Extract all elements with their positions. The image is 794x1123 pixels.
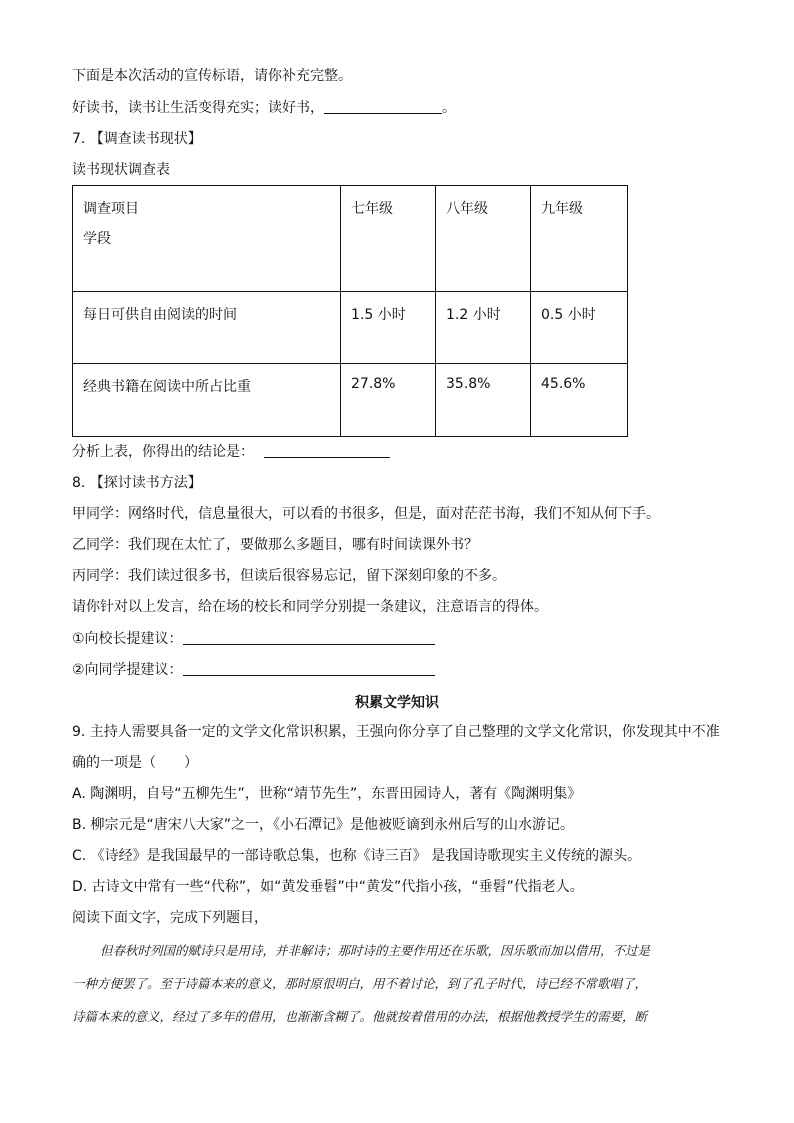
q9-option-d[interactable]: D. 古诗文中常有一些“代称”，如“黄发垂髫”中“黄发”代指小孩，“垂髫”代指老人。 — [72, 879, 584, 895]
slogan-blank[interactable] — [324, 99, 442, 114]
q8-suggestion-1 — [72, 629, 435, 649]
slogan-text: 好读书，读书让生活变得充实；读好书， — [72, 100, 324, 116]
grade-8: 八年级 — [436, 186, 531, 292]
q9-option-a[interactable]: A. 陶渊明，自号“五柳先生”，世称“靖节先生”，东晋田园诗人，著有《陶渊明集》 — [72, 786, 582, 802]
passage-line: 诗篇本来的意义，经过了多年的借用，也渐渐含糊了。他就按着借用的办法，根据他教授学生的需要，断 — [72, 1009, 648, 1024]
q8-student-a: 甲同学：网络时代，信息量很大，可以看的书很多，但是，面对茫茫书海，我们不知从何下手。 — [72, 506, 660, 522]
passage-line: 但春秋时列国的赋诗只是用诗，并非解诗；那时诗的主要作用还在乐歌，因乐歌而加以借用，不过是 — [100, 943, 651, 958]
grade-9: 九年级 — [531, 186, 628, 292]
reading-passage — [72, 934, 722, 1033]
slogan-line — [72, 98, 456, 118]
q7-conclusion-line — [72, 442, 390, 462]
table-row — [73, 292, 628, 364]
row-value: 35.8% — [436, 364, 531, 437]
table-row — [73, 364, 628, 437]
q8-title: 8. 【探讨读书方法】 — [72, 475, 202, 491]
section-title: 积累文学知识 — [355, 695, 439, 711]
header-cell — [73, 186, 341, 292]
reading-intro: 阅读下面文字，完成下列题目， — [72, 910, 268, 926]
q8-prompt: 请你针对以上发言，给在场的校长和同学分别提一条建议，注意语言的得体。 — [72, 599, 548, 615]
suggestion-principal-blank[interactable] — [183, 630, 435, 645]
header-stage: 学段 — [83, 231, 111, 247]
slogan-end: 。 — [442, 100, 456, 116]
row-value: 0.5 小时 — [531, 292, 628, 364]
q9-option-b[interactable]: B. 柳宗元是“唐宋八大家”之一，《小石潭记》是他被贬谪到永州后写的山水游记。 — [72, 817, 575, 833]
slogan-intro: 下面是本次活动的宣传标语，请你补充完整。 — [72, 68, 352, 84]
q9-option-c[interactable]: C. 《诗经》是我国最早的一部诗歌总集，也称《诗三百》 是我国诗歌现实主义传统的源头。 — [72, 848, 642, 864]
row-label: 每日可供自由阅读的时间 — [73, 292, 341, 364]
suggestion-classmate-blank[interactable] — [183, 661, 435, 676]
passage-line: 一种方便罢了。至于诗篇本来的意义，那时原很明白，用不着讨论，到了孔子时代，诗已经不常歌唱了， — [72, 976, 648, 991]
q9-stem-2: 确的一项是（ ） — [72, 755, 198, 771]
row-value: 45.6% — [531, 364, 628, 437]
row-value: 1.5 小时 — [341, 292, 436, 364]
q8-suggestion-2 — [72, 660, 435, 680]
q9-stem-1: 9. 主持人需要具备一定的文学文化常识积累，王强向你分享了自己整理的文学文化常识，你发现其中不准 — [72, 724, 720, 740]
table-header-row — [73, 186, 628, 292]
header-item: 调查项目 — [83, 201, 139, 217]
suggestion-classmate-label: ②向同学提建议： — [72, 662, 183, 678]
conclusion-blank[interactable] — [264, 443, 390, 458]
row-value: 27.8% — [341, 364, 436, 437]
q7-title: 7. 【调查读书现状】 — [72, 131, 202, 147]
q7-table-caption: 读书现状调查表 — [72, 162, 170, 178]
grade-7: 七年级 — [341, 186, 436, 292]
q8-student-b: 乙同学：我们现在太忙了，要做那么多题目，哪有时间读课外书？ — [72, 537, 478, 553]
q8-student-c: 丙同学：我们读过很多书，但读后很容易忘记，留下深刻印象的不多。 — [72, 568, 506, 584]
survey-table — [72, 185, 628, 437]
q7-conclusion: 分析上表，你得出的结论是： — [72, 444, 254, 460]
row-label: 经典书籍在阅读中所占比重 — [73, 364, 341, 437]
row-value: 1.2 小时 — [436, 292, 531, 364]
suggestion-principal-label: ①向校长提建议： — [72, 631, 183, 647]
